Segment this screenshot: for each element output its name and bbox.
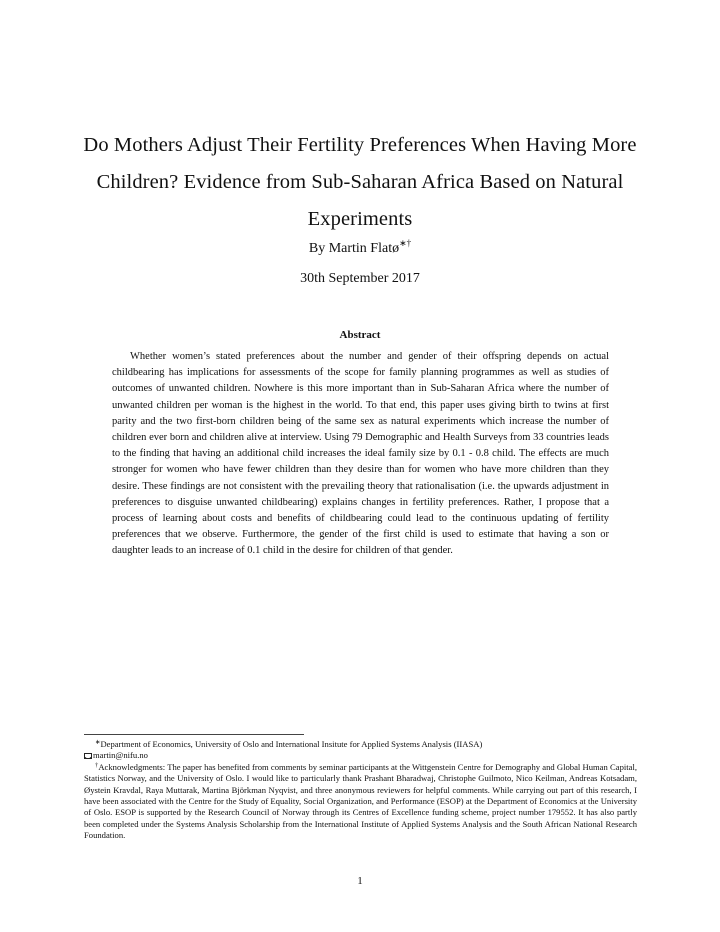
abstract-heading: Abstract: [339, 329, 381, 341]
footnote-affiliation-text: Department of Economics, University of Oslo and International Insitute for Applied Systems Analysis (IIASA): [100, 739, 483, 749]
author-email: martin@nifu.no: [93, 750, 148, 761]
footnote-divider: [84, 734, 304, 735]
footnotes: [84, 739, 637, 842]
footnote-acknowledgments-text: Acknowledgments: The paper has benefited from comments by seminar participants at the Wittgenstein Centre for Demography and Global Human Capital, Statistics Norway, and the University of Oslo. I would like to particularly thank Prashant Bharadwaj, Christophe Guilmoto, Nico Keilman, Andreas Kotsadam, Øystein Kravdal, Raya Muttarak, Martina Björkman Nyqvist, and three anonymous reviewers for helpful comments. While carrying out part of this research, I have been associated with the Centre for the Study of Equality, Social Organization, and Performance (ESOP) at the Department of Economics at the University of Oslo. ESOP is supported by the Research Council of Norway through its Centres of Excellence funding scheme, project number 179552. It has also partly been completed under the Systems Analysis Scholarship from the International Institute of Applied Systems Analysis and the South African National Research Foundation.: [84, 761, 637, 841]
abstract-text: Whether women’s stated preferences about the number and gender of their offspring depends on actual childbearing has implications for assessments of the scope for family planning programmes as well as studies of outcomes of unwanted children. Nowhere is this more important than in Sub-Saharan Africa where the number of unwanted children per woman is the highest in the world. To that end, this paper uses giving birth to twins at first parity and the two first-born children being of the same sex as natural experiments which increase the number of children ever born and children alive at interview. Using 79 Demographic and Health Surveys from 33 countries leads to the finding that having an additional child increases the ideal family size by 0.1 - 0.8 child. The effects are much stronger for women who have fewer children than they desire than for women who have more children than they desire. These findings are not consistent with the prevailing theory that rationalisation (i.e. the upwards adjustment in preferences to disguise unwanted childbearing) explains changes in fertility preferences. Rather, I propose that a process of learning about costs and benefits of childbearing could lead to the continuous updating of fertility preferences that we observe. Furthermore, the gender of the first child is used to estimate that having a son or daughter leads to an increase of 0.1 child in the desire for children of that gender.: [112, 351, 609, 557]
author-line: [0, 240, 720, 258]
paper-title: Do Mothers Adjust Their Fertility Preferences When Having More Children? Evidence from Sub-Saharan Africa Based on Natural Experiments: [83, 134, 637, 230]
footnote-affiliation: [84, 739, 637, 750]
envelope-icon: [84, 753, 92, 759]
footnote-email-line: [84, 750, 637, 761]
author-name: By Martin Flatø: [308, 241, 400, 256]
footnote-acknowledgments: [84, 762, 637, 842]
author-footnote-marks: ∗†: [399, 238, 412, 248]
paper-date: 30th September 2017: [300, 271, 420, 286]
footnote-mark: †: [95, 761, 99, 769]
footnote-mark: ∗: [95, 739, 101, 746]
page-number: 1: [357, 875, 363, 887]
